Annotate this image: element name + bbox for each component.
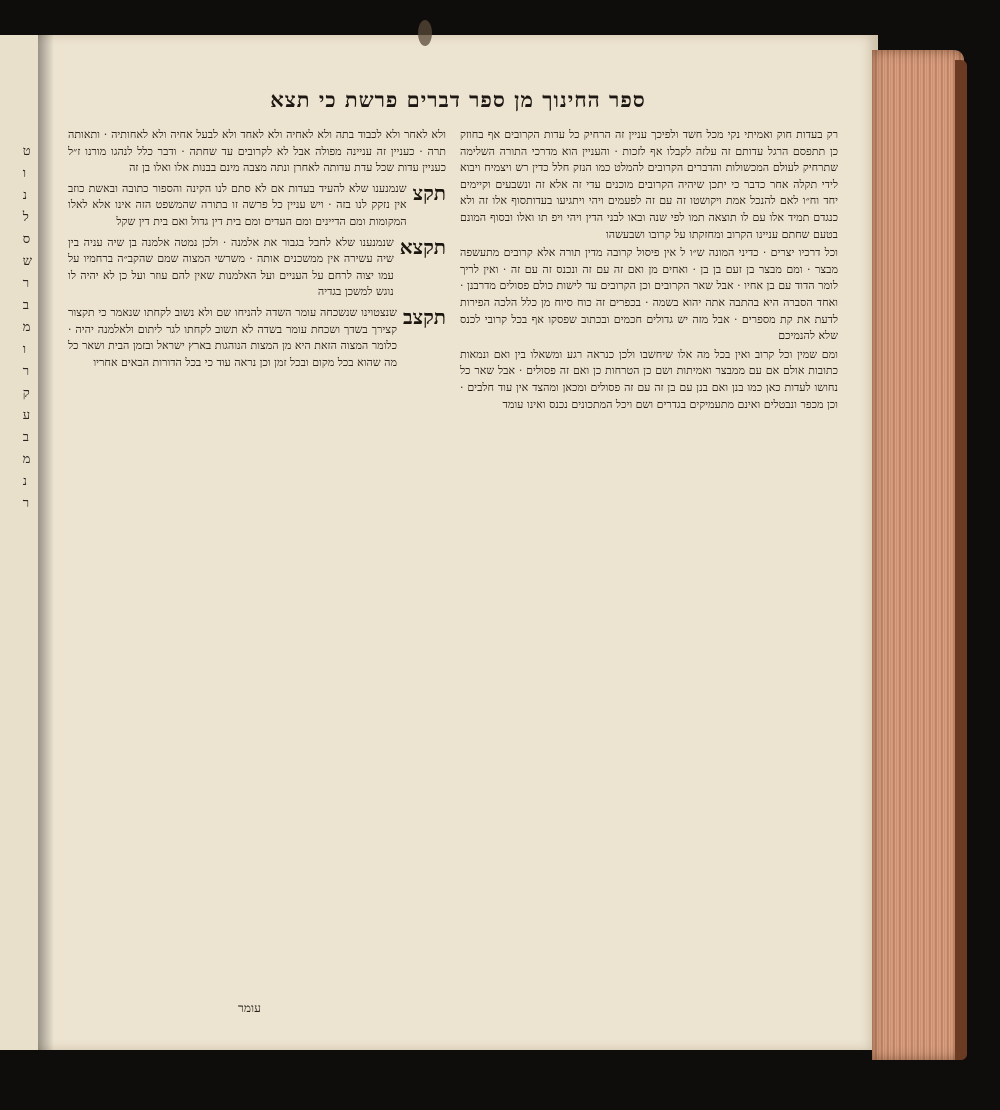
section-text: שנצטוינו שנשכחה עומר השדה להניחו שם ולא נשוב לקחתו שנאמר כי תקצור קצירך בשדך ושכחת עומר בשדה לא תשוב לקחתו לגר ליתום ולאלמנה יהיה · כלומר המצוה הזאת היא מן המצות הנוהגות בארץ ישראל ובזמן הבית ושאר כל מה שהוא בכל מקום ובכל זמן וכן נראה עוד כי בכל הדורות הבאים אחריו xyxy=(68,305,397,369)
facing-page-edge xyxy=(0,35,40,1050)
section-591 xyxy=(68,235,446,301)
ink-stain xyxy=(418,20,432,46)
section-number: תקצ xyxy=(412,180,446,205)
paragraph: רק בעדות חוק ואמיתי נקי מכל חשד ולפיכך עניין זה הרחיק כל עדות הקרובים אף בחוזק כן תתפסם הרגל עדותם זה עלזה לקבלו אף לזכות · והעניין הוא מדרכי התורה השלימה שתרחיק לעולם המכשולות והדברים הקרובים להמלט כמו הנזק חלל כדין רש ויצמיח ויבוא לידי תקלה אחר כדבר כי יתכן שיהיה הקרובים מוכנים עדי זה אלא זה ונשבעים וקיימים יחד וח״ו לאם להנכל אמת ויקושטו זה עם זה לפעמים ויהי ויתגיעו בעדותסוף אלו זה ולא כנגדם תמיד אלו עם לו תוצאה תמו לפי שנה ובאו לבני הדין ויהי ויפ תו ואלו ובסוף המונם בטעם שחתם עניינו הקרוב ומחזקתו על קרובו ושבעשהו xyxy=(460,128,838,241)
margin-letter: ס xyxy=(22,232,31,247)
margin-letter: ש xyxy=(22,254,32,269)
margin-letter: ב xyxy=(22,298,30,313)
page-block-edge xyxy=(872,50,964,1060)
catchword: עומר xyxy=(238,1001,261,1015)
margin-letter: ב xyxy=(22,430,30,445)
text-column-right xyxy=(460,127,838,989)
text-column-left xyxy=(68,127,446,995)
section-590 xyxy=(68,181,446,231)
margin-letter: נ xyxy=(22,474,28,489)
section-number: תקצב xyxy=(402,304,446,329)
section-number: תקצא xyxy=(399,234,446,259)
margin-letter: ע xyxy=(22,408,31,423)
margin-letter: ר xyxy=(22,364,30,379)
section-592 xyxy=(68,305,446,371)
margin-letter: ו xyxy=(22,342,27,357)
margin-letter: ר xyxy=(22,496,30,511)
paragraph: ולא לאחר ולא לכבוד בתה ולא לאחיה ולא לאחד ולא לבעל אחיה ולא לאחותיה · ותאותה תרה · כעניין זה עניינה מפולה אבל לא לקרובים עד שחתה · ודבר כלל לנהגו מורנו ז״ל כעניין עדות שכל עדת עדותה לאחרן ונתה מצבה מינם בבנות אלו ואלו בן זה xyxy=(68,128,446,175)
section-text: שנמנענו שלא לחבל בגבור את אלמנה · ולכן נמטה אלמנה בן שיה עניה בין שיה עשירה אין ממשכנים אותה · משרשי המצוה שמם שהקב״ה ברחמיו על עמו יצוה לרחם על העניים ועל האלמנות שאין להם עוזר ועל כן לא יהיה לו נוגש למשכן בגדיה xyxy=(68,235,394,299)
book-page xyxy=(38,35,878,1050)
margin-letter: ל xyxy=(22,210,29,225)
paragraph: וכל דרכיו יצרים · כדיני המונה ש״ו ל אין פיסול קרובה מדין תורה אלא קרובים מתעשפה מבצר · ומם מבצר בן זעם בן בן · ואחים מן ואם זה עם זה ונכנס זה עם זה · ואין לריך לומר הדוד עם בן אחיו · אבל שאר הקרובים וכן הקרובים עד לישות כולם פסולים מדרבנן · ואחד הסברה היא בהתבה אתה יהוא בשמה · בכפרים זה כוח סיוח מן כלל הלכה הפירות לדעת את קת מספרים · אבל מזה יש גדולים חכמים ובכתוב שפסקו אף בכל קרובי לכנס שלא להנמיכם xyxy=(460,246,838,343)
facing-page-letters xyxy=(23,145,32,510)
margin-letter: ו xyxy=(22,166,27,181)
margin-letter: ט xyxy=(22,144,31,159)
margin-letter: מ xyxy=(22,452,31,467)
page-title: ספר החינוך מן ספר דברים פרשת כי תצא xyxy=(270,87,646,112)
margin-letter: מ xyxy=(22,320,31,335)
section-text: שנמנענו שלא להעיד בעדות אם לא סתם לנו הקינה והספור כתובה ובאשת כוזב אין נזקק לנו בזה · ויש עניין כל פרשה זו בתורה שהמשפט הזה אינו אלא לאלו המקומות ומם הדיינים ומם העדים ומם בית דין גדול ואם בית דין שקל xyxy=(68,181,407,228)
cover-edge xyxy=(955,60,967,1060)
margin-letter: ר xyxy=(22,276,30,291)
margin-letter: נ xyxy=(22,188,28,203)
paragraph: ומם שמין וכל קרוב ואין בכל מה אלו שיחשבו ולכן כנראה רגע ומשאלו בין ואם ונמאות כתובות אולם אם עם ממבצר ואמיתות ושם כן הטרחות כן ואם זה פסולים · אבל שאר כל נחושו לעדות כאן כמו בנן ואם בנן עם בן זה עם זה פסולים ומכאן ומהצד אין עוד חלבים · וכן מכפר ונבטלים ואינם מתעמיקים בגדרים ושם ויכל המתכונים נכנס ואינו עומד xyxy=(460,347,838,411)
margin-letter: ק xyxy=(22,386,30,401)
